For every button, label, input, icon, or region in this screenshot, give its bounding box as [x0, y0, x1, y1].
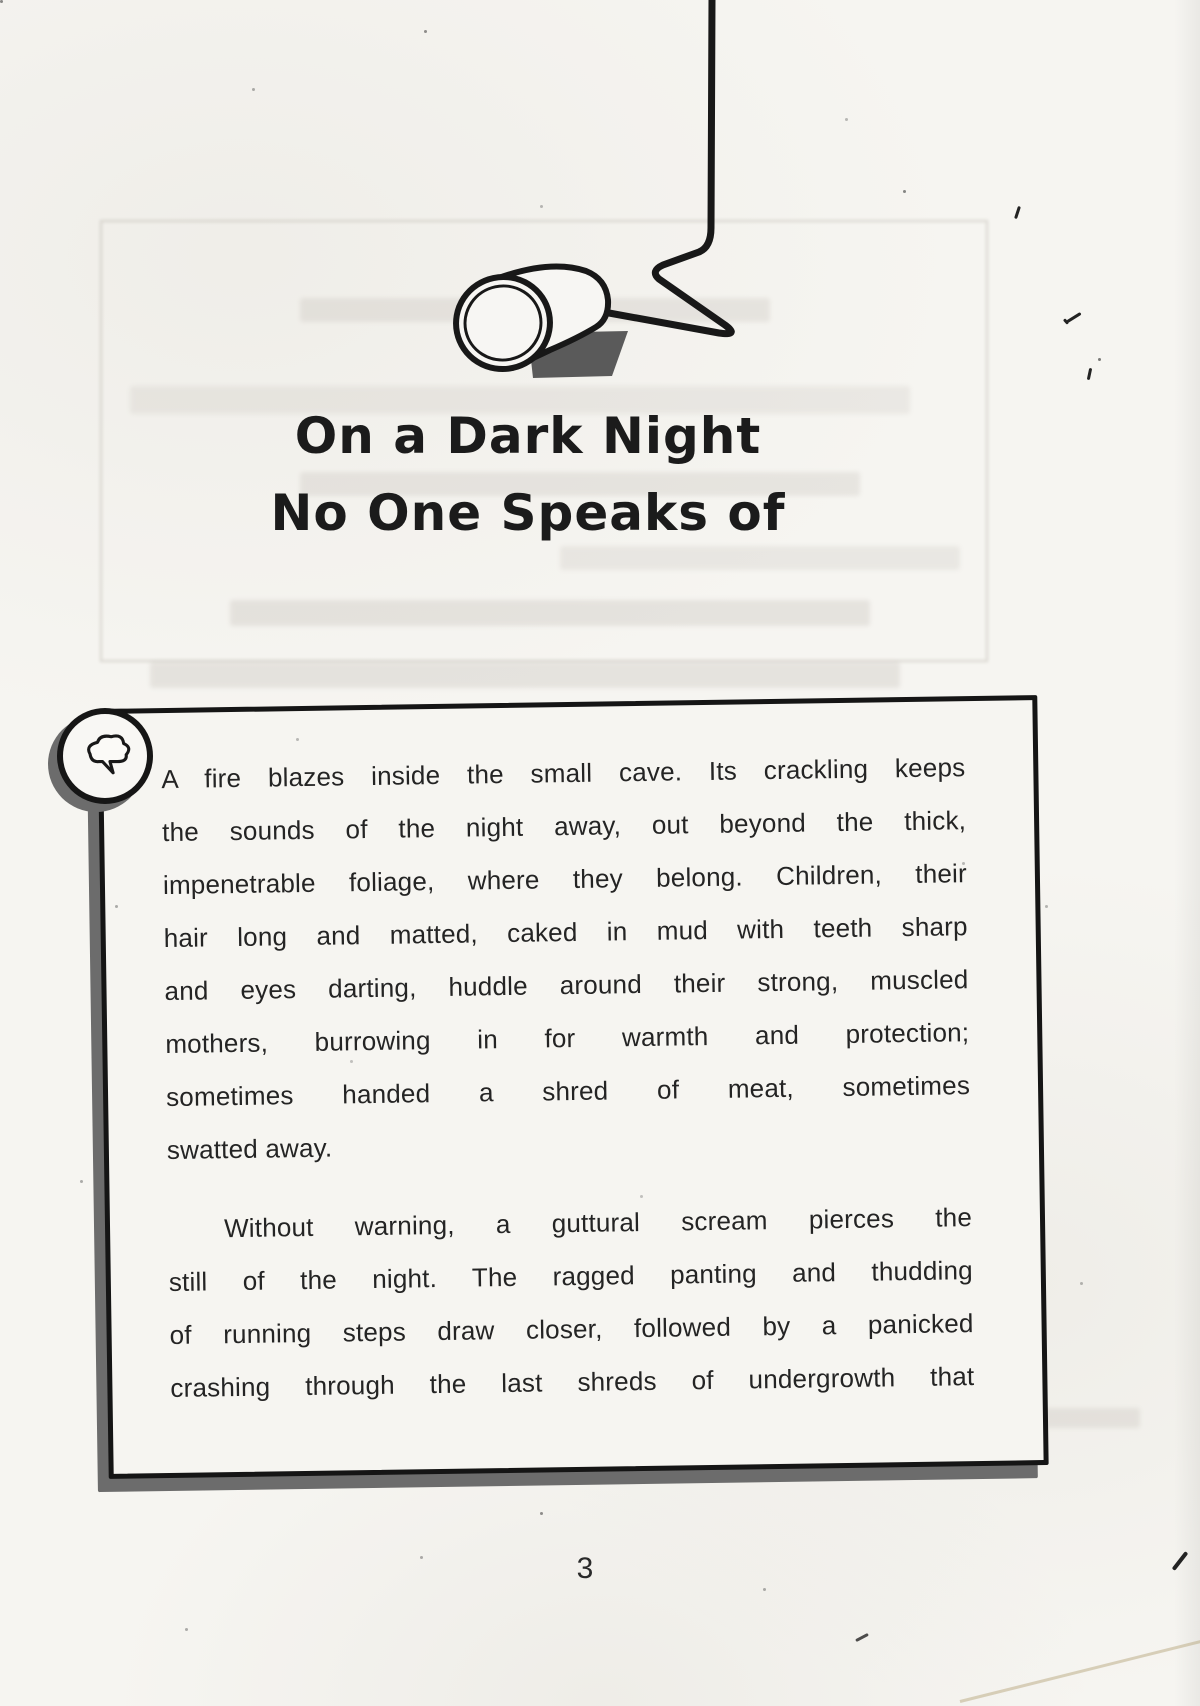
paragraph-1 — [161, 741, 971, 1177]
page-number: 3 — [576, 1552, 594, 1585]
text-line: mothers, burrowing in for warmth and protection; — [165, 1017, 970, 1060]
scan-speckles — [0, 0, 3, 3]
chapter-title-line2: No One Speaks of — [270, 484, 786, 542]
speech-bubble-icon — [74, 728, 136, 784]
scan-mark — [1014, 206, 1021, 219]
scan-mark — [1087, 368, 1092, 380]
text-line: of running steps draw closer, followed by a panicked — [169, 1308, 974, 1351]
paragraph-2 — [168, 1191, 975, 1415]
text-line: sometimes handed a shred of meat, sometimes — [165, 1070, 971, 1113]
chapter-title — [0, 398, 1056, 552]
scan-mark — [855, 1633, 869, 1642]
ghost-text — [150, 662, 900, 688]
tin-can-phone-illustration — [400, 0, 800, 400]
text-line: Without warning, a guttural scream pierces the — [223, 1202, 973, 1244]
text-line: and eyes darting, huddle around their strong, muscled — [164, 964, 969, 1007]
scan-edge-shade — [1174, 0, 1200, 1706]
ghost-text — [230, 600, 870, 626]
text-line: hair long and matted, caked in mud with teeth sharp — [163, 911, 968, 954]
callout-content — [102, 700, 1042, 1416]
callout-box — [97, 695, 1048, 1479]
scan-page-edge-line — [960, 1620, 1200, 1703]
text-line: impenetrable foliage, where they belong. Children, their — [162, 858, 968, 901]
text-line: still of the night. The ragged panting and thudding — [168, 1255, 973, 1298]
text-line: the sounds of the night away, out beyond the thick, — [161, 805, 967, 848]
speech-bubble-badge — [57, 708, 153, 804]
text-line: crashing through the last shreds of undergrowth that — [170, 1361, 975, 1404]
string-line — [609, 0, 731, 334]
chapter-title-line1: On a Dark Night — [294, 407, 762, 465]
text-line: swatted away. — [166, 1132, 333, 1166]
text-line: A fire blazes inside the small cave. Its crackling keeps — [161, 752, 966, 795]
